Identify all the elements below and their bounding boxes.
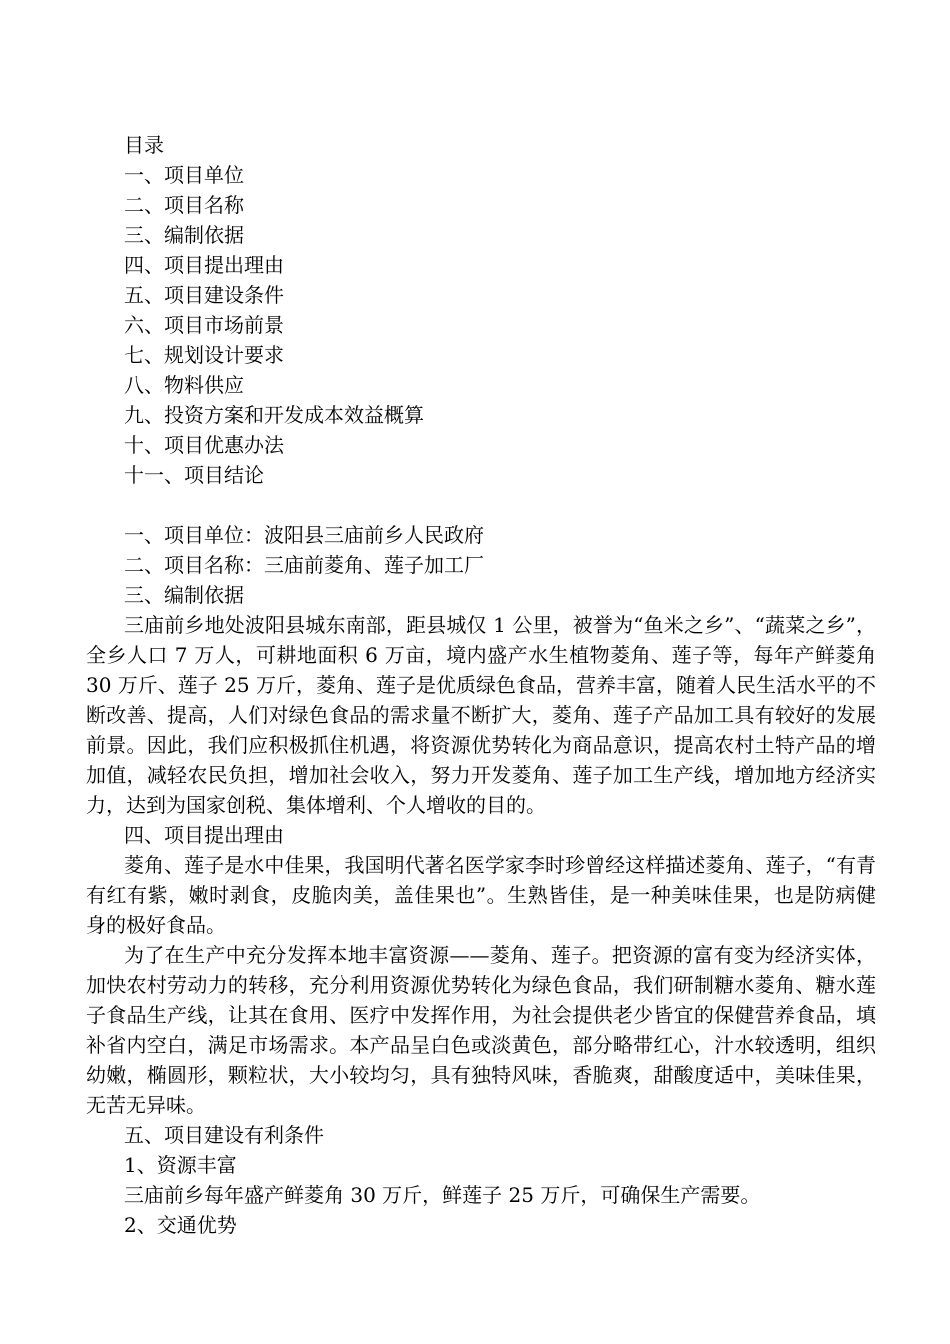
- toc-item: 十一、项目结论: [124, 463, 264, 487]
- toc-item: 三、编制依据: [124, 223, 244, 247]
- section-name: 二、项目名称：三庙前菱角、莲子加工厂: [124, 553, 484, 577]
- condition-2-heading: 2、交通优势: [124, 1213, 237, 1237]
- toc-item: 九、投资方案和开发成本效益概算: [124, 403, 424, 427]
- section-basis-paragraph: 三庙前乡地处波阳县城东南部，距县城仅 1 公里，被誉为“鱼米之乡”、“蔬菜之乡”，全乡人口 7 万人，可耕地面积 6 万亩，境内盛产水生植物菱角、莲子等，每年产鲜菱角 30 万斤、莲子 25 万斤，菱角、莲子是优质绿色食品，营养丰富，随着人民生活水平的不断改善、提高，人们对绿色食品的需求量不断扩大，菱角、莲子产品加工具有较好的发展前景。因此，我们应积极抓住机遇，将资源优势转化为商品意识，提高农村土特产品的增加值，减轻农民负担，增加社会收入，努力开发菱角、莲子加工生产线，增加地方经济实力，达到为国家创税、集体增利、个人增收的目的。: [86, 613, 876, 817]
- toc-item: 八、物料供应: [124, 373, 244, 397]
- toc-item: 一、项目单位: [124, 163, 244, 187]
- section-unit: 一、项目单位：波阳县三庙前乡人民政府: [124, 523, 484, 547]
- section-reason-paragraph-2: 为了在生产中充分发挥本地丰富资源——菱角、莲子。把资源的富有变为经济实体，加快农村劳动力的转移，充分利用资源优势转化为绿色食品，我们研制糖水菱角、糖水莲子食品生产线，让其在食用、医疗中发挥作用，为社会提供老少皆宜的保健营养食品，填补省内空白，满足市场需求。本产品呈白色或淡黄色，部分略带红心，汁水较透明，组织幼嫩，椭圆形，颗粒状，大小较均匀，具有独特风味，香脆爽，甜酸度适中，美味佳果，无苦无异味。: [86, 943, 876, 1117]
- table-of-contents: [124, 130, 424, 490]
- toc-item: 六、项目市场前景: [124, 313, 284, 337]
- section-reason-paragraph-1: 菱角、莲子是水中佳果，我国明代著名医学家李时珍曾经这样描述菱角、莲子，“有青有红有紫，嫩时剥食，皮脆肉美，盖佳果也”。生熟皆佳，是一种美味佳果，也是防病健身的极好食品。: [86, 853, 876, 937]
- toc-item: 五、项目建设条件: [124, 283, 284, 307]
- toc-item: 二、项目名称: [124, 193, 244, 217]
- section-basis-heading: 三、编制依据: [124, 583, 244, 607]
- toc-title: 目录: [124, 133, 164, 157]
- condition-1-heading: 1、资源丰富: [124, 1153, 237, 1177]
- condition-1-text: 三庙前乡每年盛产鲜菱角 30 万斤，鲜莲子 25 万斤，可确保生产需要。: [124, 1183, 761, 1207]
- toc-item: 十、项目优惠办法: [124, 433, 284, 457]
- toc-item: 四、项目提出理由: [124, 253, 284, 277]
- section-reason-heading: 四、项目提出理由: [124, 823, 284, 847]
- document-body: [86, 520, 876, 1240]
- toc-item: 七、规划设计要求: [124, 343, 284, 367]
- section-conditions-heading: 五、项目建设有利条件: [124, 1123, 324, 1147]
